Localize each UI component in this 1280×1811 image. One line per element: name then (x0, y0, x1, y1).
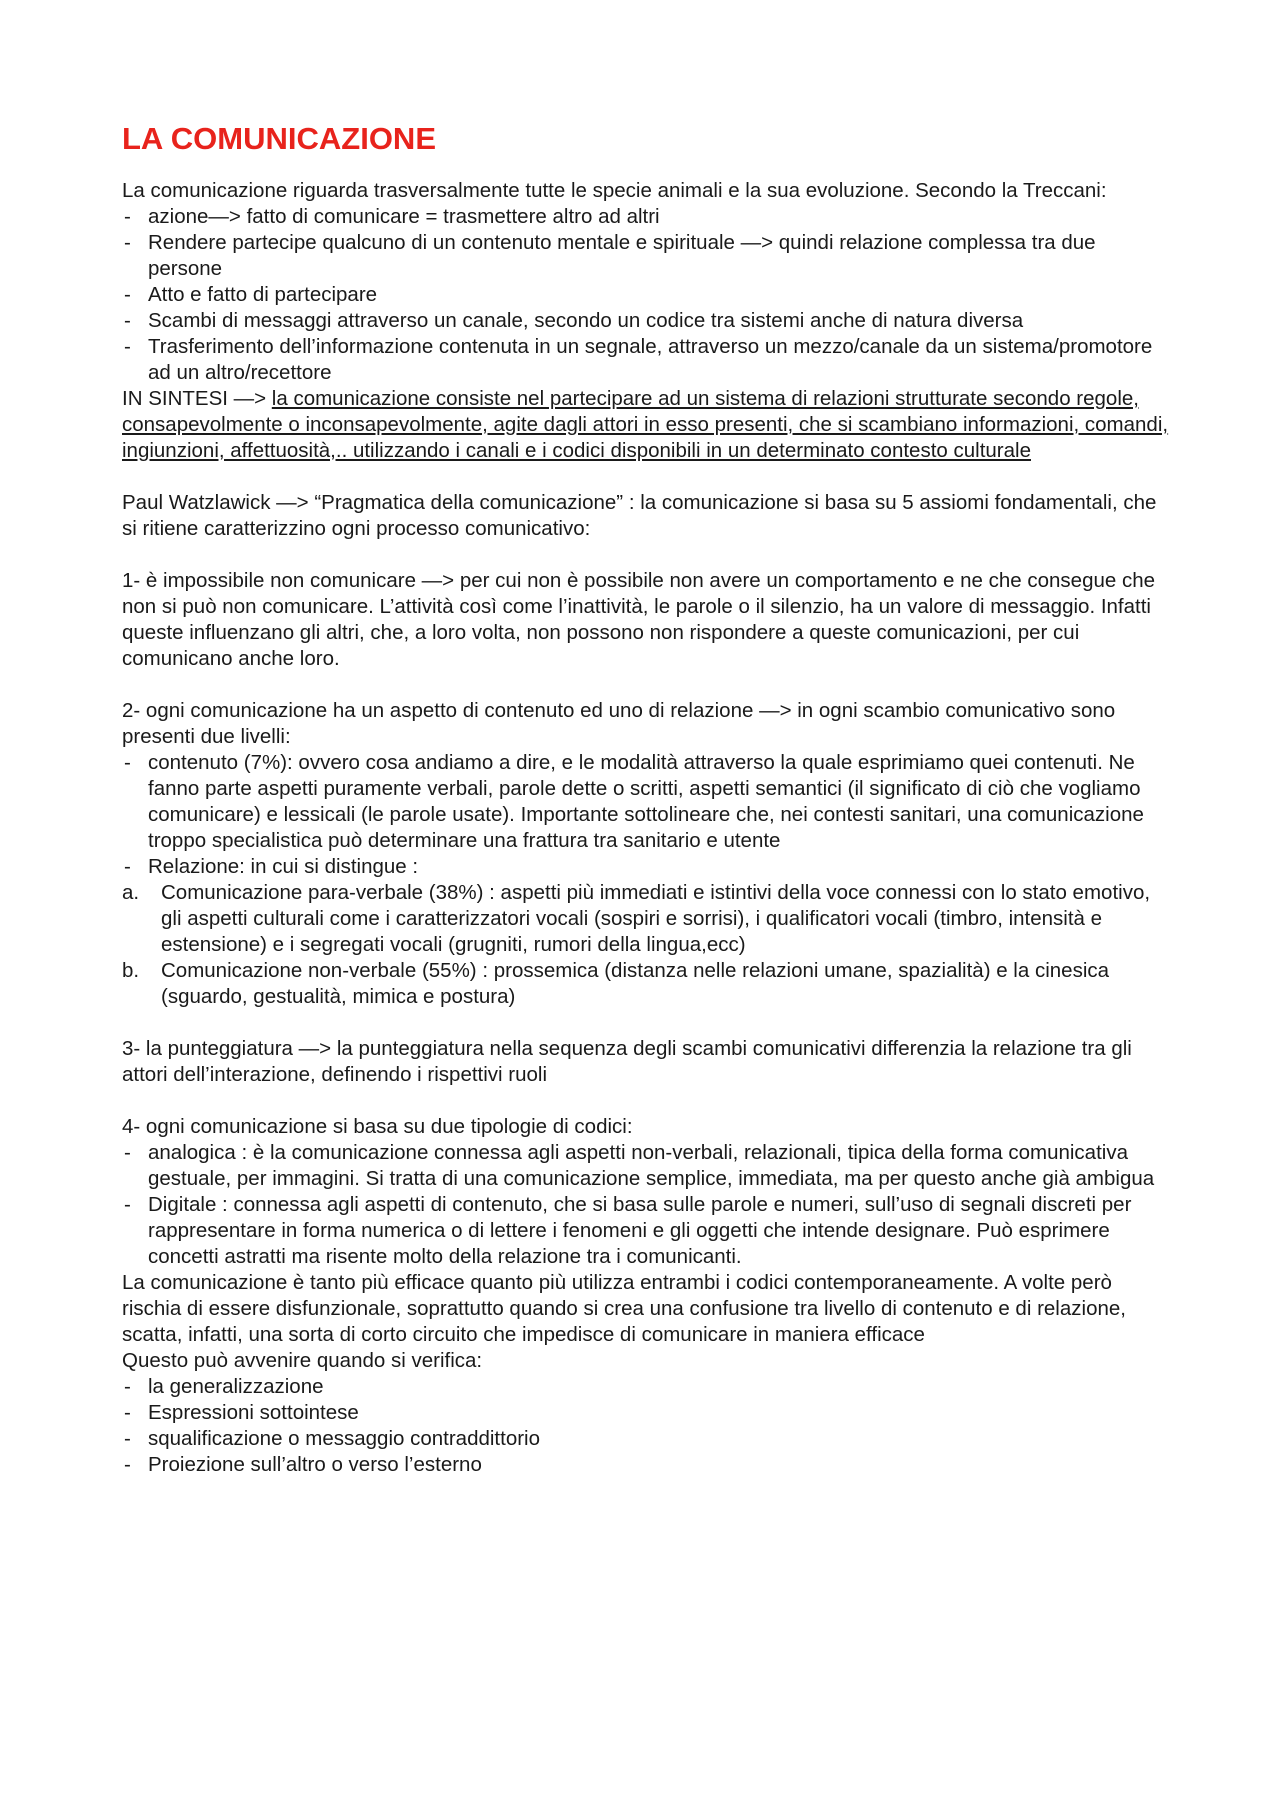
sublist-marker: a. (122, 881, 140, 904)
axiom-2-sublist (122, 880, 1172, 1010)
axiom-2-list (122, 750, 1172, 880)
list-item: - Trasferimento dell’informazione contenuta in un segnale, attraverso un mezzo/canale da un sistema/promotore ad un altro/recettore (122, 334, 1172, 386)
watzlawick-paragraph: Paul Watzlawick —> “Pragmatica della comunicazione” : la comunicazione si basa su 5 assiomi fondamentali, che si ritiene caratterizzino ogni processo comunicativo: (122, 491, 1157, 540)
axiom-2: 2- ogni comunicazione ha un aspetto di contenuto ed uno di relazione —> in ogni scambio comunicativo sono presenti due livelli: (122, 699, 1116, 748)
dysfunction-list (122, 1374, 1172, 1478)
list-item: - azione—> fatto di comunicare = trasmettere altro ad altri (122, 204, 1172, 230)
axiom-1: 1- è impossibile non comunicare —> per cui non è possibile non avere un comportamento e ne che consegue che non si può non comunicare. L’attività così come l’inattività, le parole o il silenzio, ha un valore di messaggio. Infatti queste influenzano gli altri, che, a loro volta, non possono non rispondere a queste comunicazioni, per cui comunicano anche loro. (122, 569, 1156, 670)
document-page (122, 120, 1172, 1478)
list-item: - Scambi di messaggi attraverso un canale, secondo un codice tra sistemi anche di natura diversa (122, 308, 1172, 334)
list-item: - Espressioni sottointese (122, 1400, 1172, 1426)
list-item: - Digitale : connessa agli aspetti di contenuto, che si basa sulle parole e numeri, sull’uso di segnali discreti per rappresentare in forma numerica o di lettere i fenomeni e gli oggetti che intende designare. Può esprimere concetti astratti ma risente molto della relazione tra i comunicanti. (122, 1192, 1172, 1270)
list-item: - Relazione: in cui si distingue : (122, 854, 1172, 880)
list-item: - la generalizzazione (122, 1374, 1172, 1400)
list-intro: Questo può avvenire quando si verifica: (122, 1349, 483, 1372)
list-item: - Atto e fatto di partecipare (122, 282, 1172, 308)
list-item: - Rendere partecipe qualcuno di un contenuto mentale e spirituale —> quindi relazione complessa tra due persone (122, 230, 1172, 282)
treccani-list (122, 204, 1172, 386)
list-item: - Proiezione sull’altro o verso l’esterno (122, 1452, 1172, 1478)
axiom-4: 4- ogni comunicazione si basa su due tipologie di codici: (122, 1115, 633, 1138)
conclusion-paragraph: La comunicazione è tanto più efficace quanto più utilizza entrambi i codici contemporaneamente. A volte però rischia di essere disfunzionale, soprattutto quando si crea una confusione tra livello di contenuto e di relazione, scatta, infatti, una sorta di corto circuito che impedisce di comunicare in maniera efficace (122, 1271, 1126, 1346)
sublist-item (122, 958, 1172, 1010)
sublist-marker: b. (122, 959, 140, 982)
sintesi-paragraph (122, 386, 1172, 464)
sublist-item (122, 880, 1172, 958)
sublist-text: Comunicazione non-verbale (55%) : prossemica (distanza nelle relazioni umane, spazialità) e la cinesica (sguardo, gestualità, mimica e postura) (161, 959, 1110, 1008)
sintesi-underlined: la comunicazione consiste nel partecipare ad un sistema di relazioni strutturate secondo regole, consapevolmente o inconsapevolmente, agite dagli attori in esso presenti, che si scambiano informazioni, comandi, ingiunzioni, affettuosità,.. utilizzando i canali e i codici disponibili in un determinato contesto culturale (122, 387, 1169, 462)
sintesi-lead: IN SINTESI —> (122, 387, 272, 410)
list-item: - contenuto (7%): ovvero cosa andiamo a dire, e le modalità attraverso la quale esprimiamo quei contenuti. Ne fanno parte aspetti puramente verbali, parole dette o scritti, aspetti semantici (il significato di ciò che vogliamo comunicare) e lessicali (le parole usate). Importante sottolineare che, nei contesti sanitari, una comunicazione troppo specialistica può determinare una frattura tra sanitario e utente (122, 750, 1172, 854)
page-title: LA COMUNICAZIONE (122, 121, 436, 156)
list-item: - analogica : è la comunicazione connessa agli aspetti non-verbali, relazionali, tipica della forma comunicativa gestuale, per immagini. Si tratta di una comunicazione semplice, immediata, ma per questo anche già ambigua (122, 1140, 1172, 1192)
axiom-4-list (122, 1140, 1172, 1270)
list-item: - squalificazione o messaggio contraddittorio (122, 1426, 1172, 1452)
axiom-3: 3- la punteggiatura —> la punteggiatura nella sequenza degli scambi comunicativi differenzia la relazione tra gli attori dell’interazione, definendo i rispettivi ruoli (122, 1037, 1132, 1086)
intro-paragraph: La comunicazione riguarda trasversalmente tutte le specie animali e la sua evoluzione. Secondo la Treccani: (122, 179, 1107, 202)
sublist-text: Comunicazione para-verbale (38%) : aspetti più immediati e istintivi della voce connessi con lo stato emotivo, gli aspetti culturali come i caratterizzatori vocali (sospiri e sorrisi), i qualificatori vocali (timbro, intensità e estensione) e i segregati vocali (grugniti, rumori della lingua,ecc) (161, 881, 1151, 956)
